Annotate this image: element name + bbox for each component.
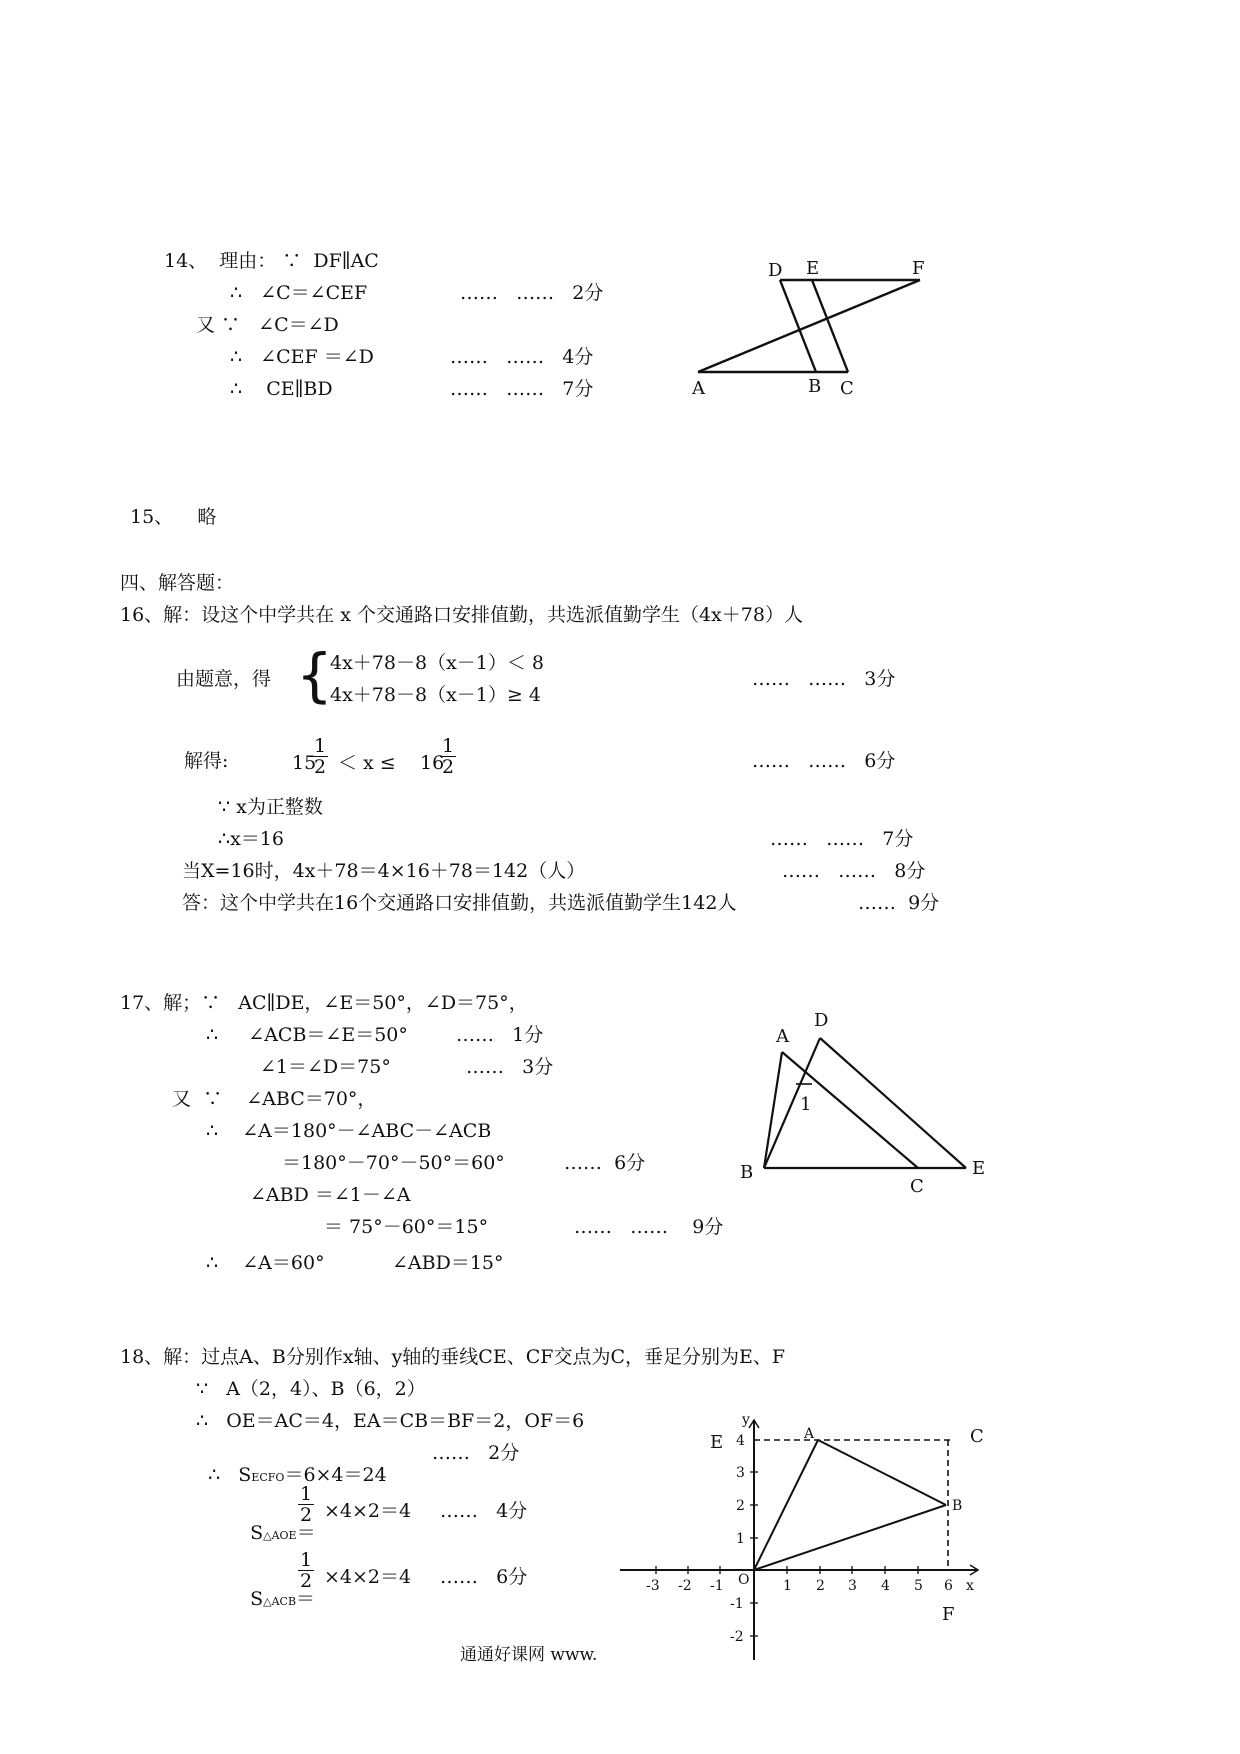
q18-xtick: 4 bbox=[881, 1578, 890, 1594]
q16-score-9: …… 9分 bbox=[858, 892, 940, 914]
q17-label-1: 1 bbox=[800, 1094, 812, 1115]
q16-inequality-2: 4x＋78－8（x－1）≥ 4 bbox=[330, 684, 541, 706]
q18-line-6: S△ACB＝ bbox=[250, 1588, 316, 1610]
q14-label-D: D bbox=[768, 260, 783, 281]
q18-score-6: …… 6分 bbox=[440, 1566, 528, 1588]
q17-line-1: 17、解；∵ AC∥DE，∠E＝50°，∠D＝75°， bbox=[120, 992, 528, 1014]
q16-fraction-1: $\frac{1}{2}$ bbox=[313, 735, 327, 778]
q16-sol-middle: ＜ x ≤ bbox=[338, 752, 396, 774]
q17-line-8: ＝ 75°－60°＝15° bbox=[324, 1216, 489, 1238]
q18-xtick: 3 bbox=[848, 1578, 857, 1594]
q18-ytick: 3 bbox=[736, 1465, 745, 1481]
q14-line-1: 14、 理由： ∵ DF∥AC bbox=[164, 250, 379, 272]
q17-line-9-b: ∠ABD＝15° bbox=[392, 1252, 504, 1274]
q14-label-A: A bbox=[692, 378, 705, 399]
q17-line-9: ∴ ∠A＝60° bbox=[206, 1252, 325, 1274]
q16-line-6: 当X=16时，4x＋78＝4×16＋78＝142（人） bbox=[182, 860, 586, 882]
q17-label-A: A bbox=[776, 1026, 789, 1047]
q17-line-4: 又 ∵ ∠ABC＝70°， bbox=[172, 1088, 377, 1110]
q17-line-2: ∴ ∠ACB＝∠E＝50° bbox=[206, 1024, 408, 1046]
q18-y-axis-label: y bbox=[742, 1412, 750, 1428]
q16-score-7: …… …… 7分 bbox=[770, 828, 914, 850]
q16-sol-whole-1: 15 bbox=[292, 752, 317, 774]
q18-line-2: ∵ A（2，4）、B（6，2） bbox=[196, 1378, 426, 1400]
q18-xtick: 6 bbox=[944, 1578, 953, 1594]
q18-label-C: C bbox=[970, 1426, 984, 1447]
q18-line-1: 18、解：过点A、B分别作x轴、y轴的垂线CE、CF交点为C，垂足分别为E、F bbox=[120, 1346, 786, 1368]
q18-line-4: ∴ SECFO＝6×4＝24 bbox=[208, 1464, 387, 1486]
q15-line: 15、 略 bbox=[130, 506, 217, 528]
q18-ytick: 1 bbox=[736, 1531, 745, 1547]
q17-label-B: B bbox=[740, 1162, 754, 1183]
section-4-title: 四、解答题： bbox=[120, 572, 235, 594]
q18-line-5-b: ×4×2＝4 bbox=[324, 1500, 412, 1522]
q14-label-C: C bbox=[840, 378, 854, 399]
q17-label-C: C bbox=[910, 1176, 924, 1197]
q18-xtick: -3 bbox=[646, 1578, 660, 1594]
q17-label-E: E bbox=[972, 1158, 986, 1179]
q17-score-9: …… …… 9分 bbox=[574, 1216, 724, 1238]
q14-score-7: …… …… 7分 bbox=[450, 378, 594, 400]
q16-sol-whole-2: 16 bbox=[420, 752, 445, 774]
q17-score-3: …… 3分 bbox=[466, 1056, 554, 1078]
q18-ytick: 2 bbox=[736, 1498, 745, 1514]
q18-fraction-1: $\frac{1}{2}$ bbox=[299, 1483, 313, 1526]
q18-score-4: …… 4分 bbox=[440, 1500, 528, 1522]
q16-by-problem-label: 由题意，得 bbox=[176, 668, 272, 690]
q14-label-E: E bbox=[806, 258, 820, 279]
q14-label-F: F bbox=[912, 258, 925, 279]
q18-fraction-2: $\frac{1}{2}$ bbox=[299, 1549, 313, 1592]
q14-score-4: …… …… 4分 bbox=[450, 346, 594, 368]
q18-line-3: ∴ OE＝AC＝4，EA＝CB＝BF＝2，OF＝6 bbox=[196, 1410, 585, 1432]
q16-solve-label: 解得: bbox=[184, 750, 229, 772]
q18-ytick: -1 bbox=[730, 1596, 744, 1612]
q18-x-axis-label: x bbox=[966, 1578, 974, 1594]
q17-label-D: D bbox=[814, 1010, 829, 1031]
q17-line-3: ∠1＝∠D＝75° bbox=[260, 1056, 391, 1078]
q16-fraction-2: $\frac{1}{2}$ bbox=[441, 735, 455, 778]
q16-brace: { bbox=[296, 641, 333, 709]
q18-label-E: E bbox=[710, 1432, 724, 1453]
q18-label-A: A bbox=[804, 1426, 815, 1442]
q18-line-5: S△AOE＝ bbox=[250, 1522, 316, 1544]
q16-line-4: ∵ x为正整数 bbox=[218, 796, 323, 818]
q16-score-8: …… …… 8分 bbox=[782, 860, 926, 882]
q16-line-1: 16、解：设这个中学共在 x 个交通路口安排值勤，共选派值勤学生（4x＋78）人 bbox=[120, 604, 803, 626]
q16-score-6: …… …… 6分 bbox=[752, 750, 896, 772]
footer-text: 通通好课网 www. bbox=[460, 1645, 598, 1665]
q17-line-5: ∴ ∠A＝180°－∠ABC－∠ACB bbox=[206, 1120, 492, 1142]
q14-line-5: ∴ CE∥BD bbox=[230, 378, 333, 400]
q18-xtick: 1 bbox=[783, 1578, 792, 1594]
q18-ytick: 4 bbox=[736, 1433, 745, 1449]
q17-score-6: …… 6分 bbox=[564, 1152, 646, 1174]
q18-xtick: -2 bbox=[678, 1578, 692, 1594]
q16-answer: 答：这个中学共在16个交通路口安排值勤，共选派值勤学生142人 bbox=[182, 892, 737, 914]
q14-label-B: B bbox=[808, 376, 822, 397]
q18-ytick: -2 bbox=[730, 1629, 744, 1645]
q18-xtick: -1 bbox=[710, 1578, 724, 1594]
q14-line-3: 又 ∵ ∠C＝∠D bbox=[196, 314, 339, 336]
q18-score-2: …… 2分 bbox=[432, 1442, 520, 1464]
q14-score-2: …… …… 2分 bbox=[460, 282, 604, 304]
q18-label-O: O bbox=[738, 1572, 750, 1588]
q18-xtick: 2 bbox=[816, 1578, 825, 1594]
q18-xtick: 5 bbox=[914, 1578, 923, 1594]
q18-label-B: B bbox=[952, 1498, 963, 1514]
q18-line-6-b: ×4×2＝4 bbox=[324, 1566, 412, 1588]
q17-score-1: …… 1分 bbox=[456, 1024, 544, 1046]
q16-score-3: …… …… 3分 bbox=[752, 668, 896, 690]
q14-line-4: ∴ ∠CEF ＝∠D bbox=[230, 346, 374, 368]
q17-line-6: ＝180°－70°－50°＝60° bbox=[282, 1152, 505, 1174]
q17-line-7: ∠ABD ＝∠1－∠A bbox=[250, 1184, 411, 1206]
q16-inequality-1: 4x＋78－8（x－1）＜ 8 bbox=[330, 652, 545, 674]
q14-line-2: ∴ ∠C＝∠CEF bbox=[230, 282, 368, 304]
q16-line-5: ∴x＝16 bbox=[218, 828, 284, 850]
q18-label-F: F bbox=[942, 1604, 955, 1625]
